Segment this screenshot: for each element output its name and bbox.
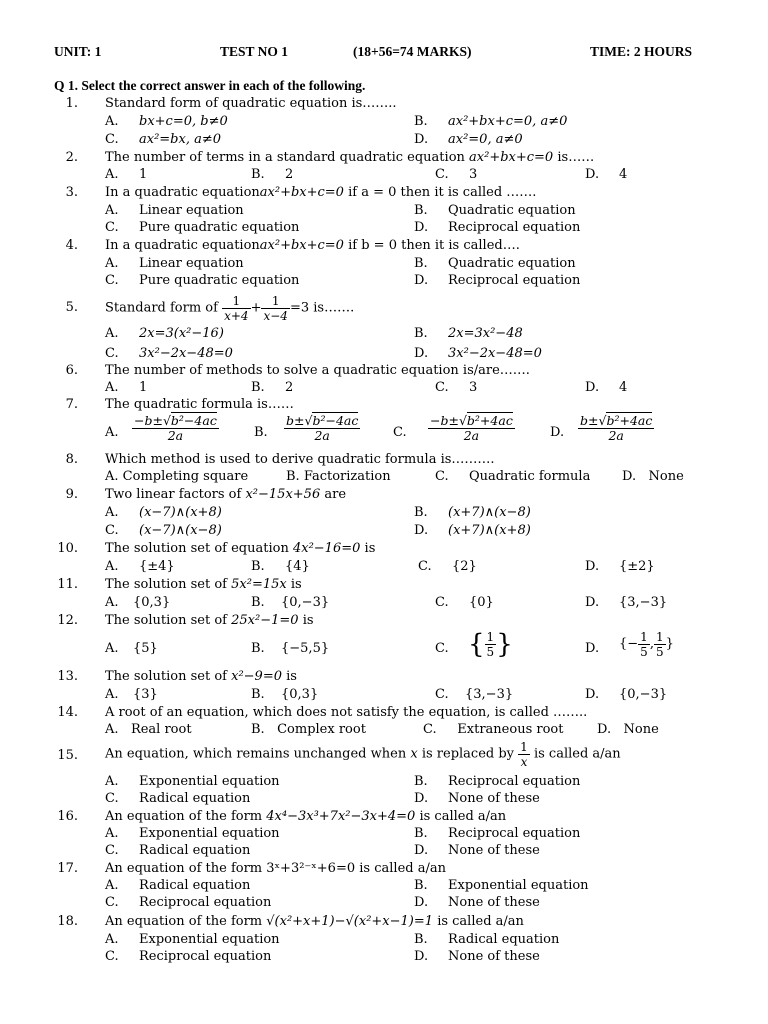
- test-page: UNIT: 1 TEST NO 1 (18+56=74 MARKS) TIME: 2 HOURS Q 1. Select the correct answer in each of the following. 1. Standard form of quadratic equation is…….. A. bx+c=0, b≠0 B. ax²+bx+c=0, a≠0 C. ax²=bx, a≠0 D. ax²=0, a≠0 2. The number of terms in a standard quadratic equation ax²+bx+c=0 is…… A. 1 B. 2 C. 3 D. 4 3. In a quadratic equationax²+bx+c=0 if a = 0 then it is called ……. A. Linear equation B. Quadratic equation C. Pure quadratic equation D. Reciprocal equation 4. In a quadratic equationax²+bx+c=0 if b = 0 then it is called…. A. Linear equation B. Quadratic equation C. Pure quadratic equation D. Reciprocal equation 5. Standard form of $\frac{1}{x+4}$ + $\frac{1}{x-4}$ =3 is……. A. 2x=3(x²−16) B. 2x=3x²−48 C. 3x²−2x−48=0 D. 3x²−2x−48=0 6. The number of methods to solve a quadratic equation is/are……. A. 1 B. 2 C. 3 D. 4 7. The quadratic formula is…… A. $\frac{\text{−b±√b²−4ac}}{2a}$ B. $\frac{\text{b±√b²−4ac}}{2a}$ C. $\frac{\text{−b±√b²+4ac}}{2a}$ D. $\frac{\text{b±√b²+4ac}}{2a}$ 8. Which method is used to derive quadratic formula is………. A. Completing square B. Factorization C. Quadratic formula D. None 9. Two linear factors of x²−15x+56 are A. (x−7)∧(x+8) B. (x+7)∧(x−8) C. (x−7)∧(x−8) D. (x+7)∧(x+8) 10. The solution set of equation 4x²−16=0 is A. {±4} B. {4} C. {2} D. {±2} 11. The solution set of 5x²=15x is A. {0,3} B. {0,−3} C. {0} D. {3,−3} 12. The solution set of 25x²−1=0 is A. {5} B. {−5,5} C. { $\frac{1}{5}$ } D. {− $\frac{1}{5}$ , $\frac{1}{5}$ } 13. The solution set of x²−9=0 is A. {3} B. {0,3} C. {3,−3} D. {0,−3} 14. A root of an equation, which does not satisfy the equation, is called …….. A. Real root B. Complex root C. Extraneous root D. None 15. An equation, which remains unchanged when x is replaced by $\frac{1}{x}$ is called a/an A. Exponential equation B. Reciprocal equation C. Radical equation D. None of these 16. An equation of the form 4x⁴−3x³+7x²−3x+4=0 is called a/an A. Exponential equation B. Reciprocal equation C. Radical equation D. None of these 17. An equation of the form 3ˣ+3²⁻ˣ+6=0 is called a/an A. Radical equation B. Exponential equation C. Reciprocal equation D. None of these 18. An equation of the form √(x²+x+1)−√(x²+x−1)=1 is called a/an A. Exponential equation B. Radical equation C. Reciprocal equation D. None of these: [0, 0, 768, 1024]
- option-d[interactable]: D. None: [597, 722, 659, 737]
- test-number: TEST NO 1: [220, 44, 289, 59]
- option-b[interactable]: B. Complex root: [251, 722, 366, 737]
- marks-label: (18+56=74 MARKS): [353, 44, 472, 59]
- option-c[interactable]: C. (x−7)∧(x−8): [105, 523, 222, 538]
- option-d[interactable]: D. (x+7)∧(x+8): [414, 523, 531, 538]
- option-d[interactable]: $\frac{\text{b±√b²+4ac}}{2a}$: [580, 413, 653, 443]
- option-b[interactable]: B. Factorization: [286, 469, 391, 484]
- option-a[interactable]: A. {0,3}: [105, 595, 171, 610]
- option-c[interactable]: C. {0}: [435, 595, 494, 610]
- option-d[interactable]: D. 4: [585, 380, 628, 395]
- option-c[interactable]: { $\frac{1}{5}$ }: [468, 629, 513, 660]
- option-b[interactable]: B. {−5,5}: [251, 641, 330, 656]
- option-b[interactable]: B. Quadratic equation: [414, 256, 576, 271]
- option-c[interactable]: $\frac{\text{−b±√b²+4ac}}{2a}$: [430, 413, 513, 443]
- option-b[interactable]: B. 2: [251, 167, 294, 182]
- option-a[interactable]: A. Completing square: [105, 469, 249, 484]
- unit-label: UNIT: 1: [54, 44, 102, 59]
- option-c[interactable]: C. 3: [435, 167, 478, 182]
- option-c[interactable]: C. {3,−3}: [435, 687, 514, 702]
- time-label: TIME: 2 HOURS: [590, 44, 693, 59]
- option-d[interactable]: {− $\frac{1}{5}$ , $\frac{1}{5}$ }: [619, 630, 674, 659]
- option-b[interactable]: B. Exponential equation: [414, 878, 589, 893]
- option-a[interactable]: A. 1: [105, 167, 148, 182]
- option-d[interactable]: D. {0,−3}: [585, 687, 668, 702]
- option-a[interactable]: A. 1: [105, 380, 148, 395]
- option-b[interactable]: B. Reciprocal equation: [414, 774, 581, 789]
- option-d-letter: D.: [585, 641, 600, 656]
- option-a[interactable]: A. Real root: [105, 722, 192, 737]
- option-a[interactable]: A. Radical equation: [105, 878, 251, 893]
- option-c[interactable]: C. 3: [435, 380, 478, 395]
- question-15: 15. An equation, which remains unchanged when x is replaced by $\frac{1}{x}$ is called a/an: [57, 740, 621, 769]
- option-d[interactable]: D. None of these: [414, 843, 540, 858]
- option-b[interactable]: B. 2: [251, 380, 294, 395]
- option-a-letter: A.: [105, 425, 119, 440]
- option-b-letter: B.: [254, 425, 268, 440]
- option-c-letter: C.: [393, 425, 407, 440]
- option-a[interactable]: A. Exponential equation: [105, 932, 280, 947]
- option-a[interactable]: A. {3}: [105, 687, 158, 702]
- option-b[interactable]: B. 2x=3x²−48: [414, 326, 523, 341]
- option-a[interactable]: A. Linear equation: [105, 256, 244, 271]
- option-c[interactable]: C. {2}: [418, 559, 477, 574]
- option-d[interactable]: D. {±2}: [585, 559, 655, 574]
- option-b[interactable]: B. {0,−3}: [251, 595, 330, 610]
- option-a[interactable]: A. Exponential equation: [105, 826, 280, 841]
- option-a[interactable]: A. {5}: [105, 641, 158, 656]
- option-d[interactable]: D. None of these: [414, 895, 540, 910]
- option-d[interactable]: D. Reciprocal equation: [414, 273, 581, 288]
- option-c[interactable]: C. Pure quadratic equation: [105, 273, 300, 288]
- option-a[interactable]: $\frac{\text{−b±√b²−4ac}}{2a}$: [134, 413, 217, 443]
- option-a[interactable]: A. Linear equation: [105, 203, 244, 218]
- option-b[interactable]: B. Reciprocal equation: [414, 826, 581, 841]
- option-c[interactable]: C. Radical equation: [105, 843, 251, 858]
- option-a[interactable]: A. 2x=3(x²−16): [105, 326, 224, 341]
- option-b[interactable]: B. (x+7)∧(x−8): [414, 505, 531, 520]
- option-d[interactable]: D. 4: [585, 167, 628, 182]
- option-b[interactable]: B. {4}: [251, 559, 310, 574]
- option-a[interactable]: A. bx+c=0, b≠0: [105, 114, 228, 129]
- options-row: [0, 630, 768, 668]
- option-c-letter: C.: [435, 641, 449, 656]
- option-c[interactable]: C. Pure quadratic equation: [105, 220, 300, 235]
- option-b[interactable]: B. Radical equation: [414, 932, 560, 947]
- option-c[interactable]: C. 3x²−2x−48=0: [105, 346, 233, 361]
- question-5: 5. Standard form of $\frac{1}{x+4}$ + $\frac{1}{x-4}$ =3 is…….: [65, 294, 355, 323]
- fraction: $\frac{1}{x+4}$: [224, 294, 249, 323]
- option-c[interactable]: C. ax²=bx, a≠0: [105, 132, 222, 147]
- option-b[interactable]: B. ax²+bx+c=0, a≠0: [414, 114, 568, 129]
- option-b[interactable]: B. {0,3}: [251, 687, 319, 702]
- option-a[interactable]: A. {±4}: [105, 559, 175, 574]
- option-b[interactable]: B. Quadratic equation: [414, 203, 576, 218]
- option-d[interactable]: D. None of these: [414, 949, 540, 964]
- option-c[interactable]: C. Reciprocal equation: [105, 949, 272, 964]
- option-c[interactable]: C. Extraneous root: [423, 722, 564, 737]
- question-text: Standard form of quadratic equation is……..: [105, 96, 397, 111]
- option-d-letter: D.: [550, 425, 565, 440]
- option-d[interactable]: D. 3x²−2x−48=0: [414, 346, 542, 361]
- section-title: Q 1. Select the correct answer in each of the following.: [54, 78, 366, 93]
- option-d[interactable]: D. ax²=0, a≠0: [414, 132, 523, 147]
- fraction: $\frac{1}{x-4}$: [263, 294, 288, 323]
- option-d[interactable]: D. None of these: [414, 791, 540, 806]
- option-c[interactable]: C. Reciprocal equation: [105, 895, 272, 910]
- option-d[interactable]: D. None: [622, 469, 684, 484]
- option-d[interactable]: D. Reciprocal equation: [414, 220, 581, 235]
- option-a[interactable]: A. Exponential equation: [105, 774, 280, 789]
- fraction: $\frac{1}{x}$: [520, 740, 528, 769]
- options-row: [0, 414, 768, 450]
- option-b[interactable]: $\frac{\text{b±√b²−4ac}}{2a}$: [286, 413, 359, 443]
- option-c[interactable]: C. Quadratic formula: [435, 469, 591, 484]
- option-a[interactable]: A. (x−7)∧(x+8): [105, 505, 222, 520]
- option-c[interactable]: C. Radical equation: [105, 791, 251, 806]
- option-d[interactable]: D. {3,−3}: [585, 595, 668, 610]
